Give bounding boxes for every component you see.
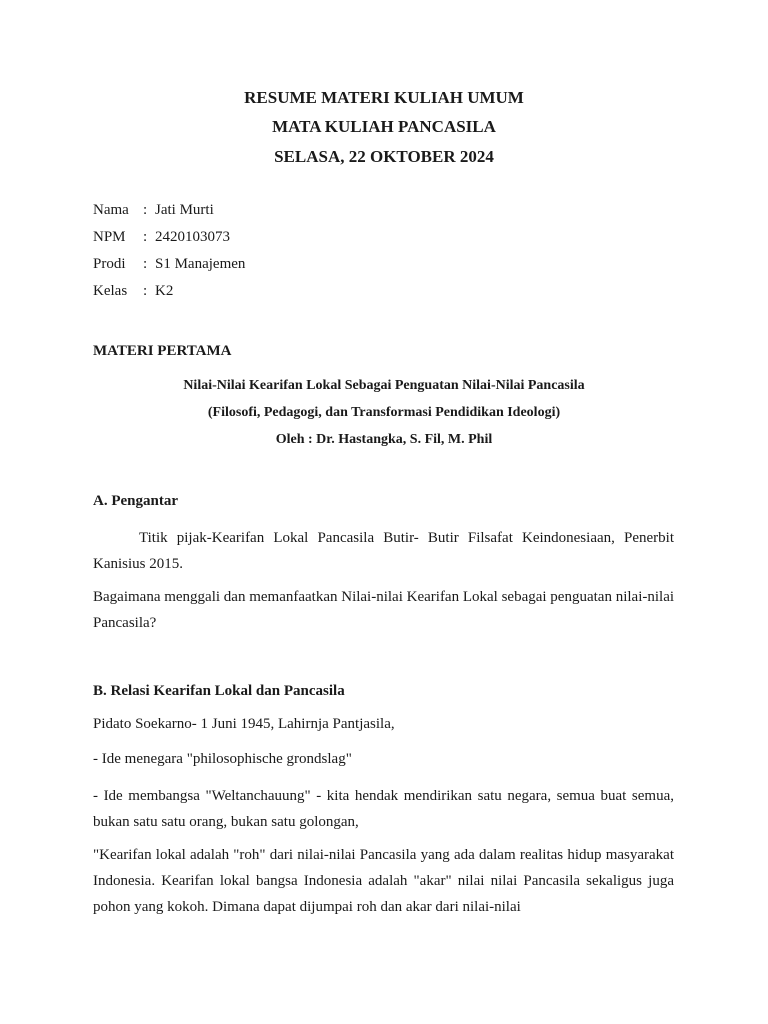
document-title-line-2: MATA KULIAH PANCASILA (272, 117, 496, 136)
section-heading-a: A. Pengantar (93, 493, 178, 509)
paragraph-b-3: - Ide membangsa "Weltanchauung" - kita hendak mendirikan satu negara, semua buat semua, bukan satu satu orang, bukan satu golongan, (93, 788, 674, 830)
identity-separator: : (143, 202, 148, 218)
paragraph-a-1: Titik pijak-Kearifan Lokal Pancasila Butir- Butir Filsafat Keindonesiaan, Penerbit Kanisius 2015. (93, 530, 674, 572)
identity-value: S1 Manajemen (155, 256, 246, 272)
identity-separator: : (143, 283, 148, 299)
identity-separator: : (143, 256, 148, 272)
lecture-subtitle: (Filosofi, Pedagogi, dan Transformasi Pendidikan Ideologi) (207, 405, 561, 420)
identity-value: K2 (155, 283, 174, 299)
identity-row-npm (93, 228, 230, 246)
section-heading-materi: MATERI PERTAMA (93, 343, 232, 359)
identity-label: Kelas (93, 283, 128, 299)
paragraph-a-2: Bagaimana menggali dan memanfaatkan Nilai-nilai Kearifan Lokal sebagai penguatan nilai-nilai Pancasila? (93, 589, 675, 631)
identity-row-nama (93, 201, 214, 219)
identity-label: NPM (93, 229, 126, 245)
identity-label: Nama (93, 202, 129, 218)
identity-separator: : (143, 229, 148, 245)
lecture-speaker: Oleh : Dr. Hastangka, S. Fil, M. Phil (275, 432, 493, 447)
document-title-line-1: RESUME MATERI KULIAH UMUM (244, 88, 524, 107)
lecture-title: Nilai-Nilai Kearifan Lokal Sebagai Penguatan Nilai-Nilai Pancasila (183, 378, 585, 393)
paragraph-b-4: "Kearifan lokal adalah "roh" dari nilai-nilai Pancasila yang ada dalam realitas hidup masyarakat Indonesia. Kearifan lokal bangsa Indonesia adalah "akar" nilai nilai Pancasila sekaligus juga pohon yang kokoh. Dimana dapat dijumpai roh dan akar dari nilai-nilai (93, 847, 674, 915)
identity-label: Prodi (93, 256, 126, 272)
identity-value: Jati Murti (155, 202, 214, 218)
paragraph-b-1: Pidato Soekarno- 1 Juni 1945, Lahirnja Pantjasila, (93, 716, 395, 732)
identity-value: 2420103073 (155, 229, 230, 245)
identity-row-kelas (93, 282, 173, 300)
identity-row-prodi (93, 255, 245, 273)
section-heading-b: B. Relasi Kearifan Lokal dan Pancasila (93, 683, 345, 699)
document-title-line-3: SELASA, 22 OKTOBER 2024 (274, 147, 494, 166)
paragraph-b-2: - Ide menegara "philosophische grondslag" (93, 751, 352, 767)
